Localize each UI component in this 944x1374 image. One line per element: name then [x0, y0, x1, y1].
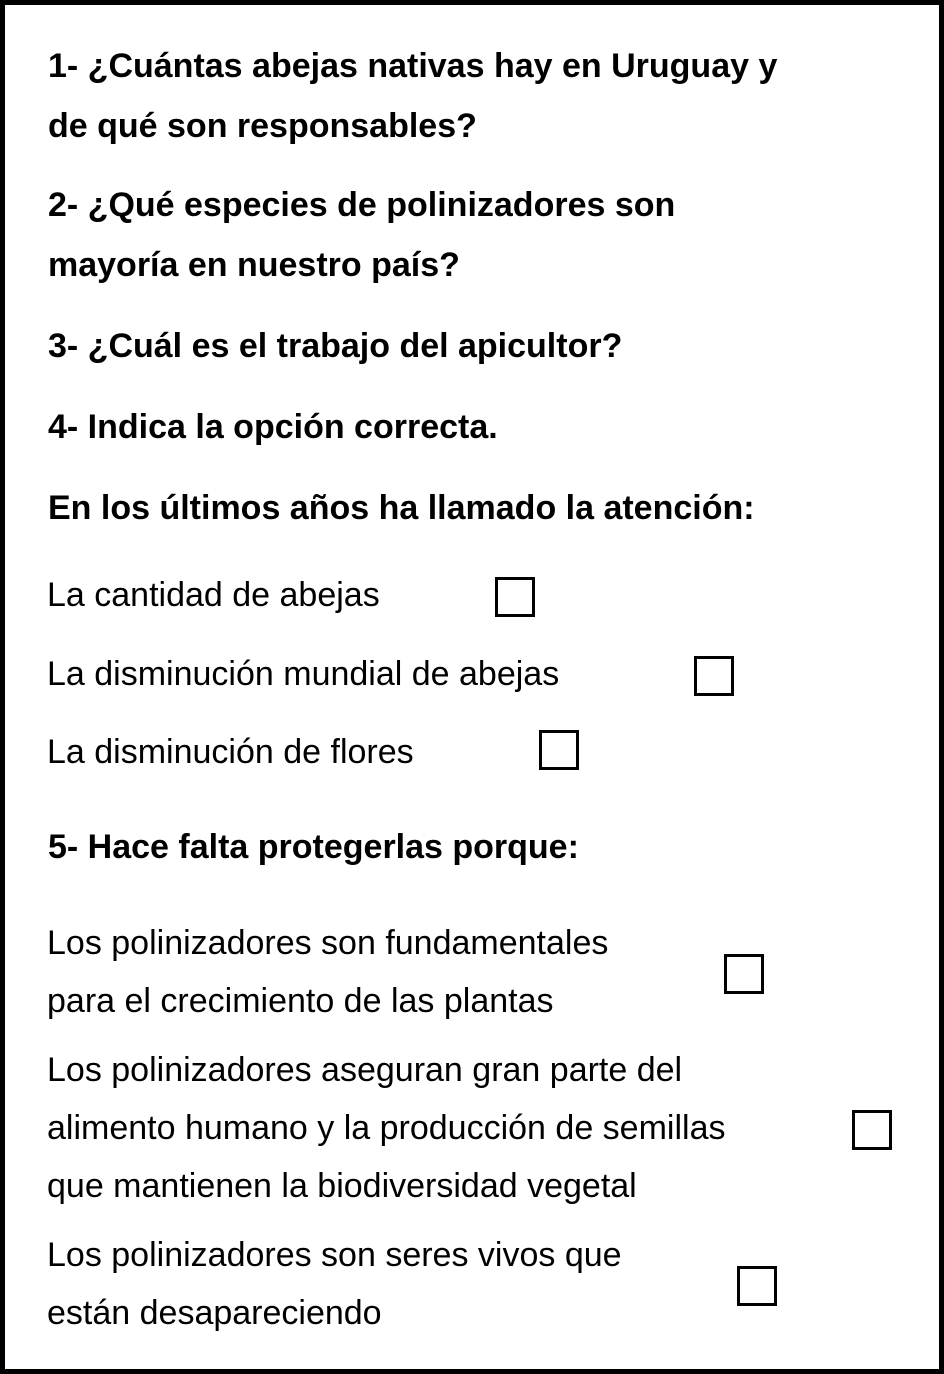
q5-option-2-checkbox[interactable]: [852, 1110, 892, 1150]
q4-option-1-checkbox[interactable]: [495, 577, 535, 617]
question-3: 3- ¿Cuál es el trabajo del apicultor?: [48, 327, 623, 365]
question-1-line-2: de qué son responsables?: [48, 107, 477, 145]
q5-option-3-line-1: Los polinizadores son seres vivos que: [47, 1236, 622, 1274]
q5-option-3-label: [47, 1226, 622, 1342]
q4-option-2-label: La disminución mundial de abejas: [47, 655, 560, 693]
q5-option-2-line-3: que mantienen la biodiversidad vegetal: [47, 1167, 637, 1205]
q5-option-1-line-2: para el crecimiento de las plantas: [47, 982, 554, 1020]
question-4: 4- Indica la opción correcta.: [48, 408, 498, 446]
q4-option-2-checkbox[interactable]: [694, 656, 734, 696]
q5-option-3-checkbox[interactable]: [737, 1266, 777, 1306]
question-2: [48, 175, 675, 295]
q5-option-3-line-2: están desapareciendo: [47, 1294, 382, 1332]
question-1: [48, 36, 777, 156]
question-4-prompt: En los últimos años ha llamado la atención:: [48, 489, 755, 527]
question-2-line-1: 2- ¿Qué especies de polinizadores son: [48, 186, 676, 224]
q5-option-2-line-1: Los polinizadores aseguran gran parte del: [47, 1051, 683, 1089]
q4-option-1-label: La cantidad de abejas: [47, 576, 380, 614]
question-2-line-2: mayoría en nuestro país?: [48, 246, 460, 284]
q5-option-1-label: [47, 914, 608, 1030]
question-5: 5- Hace falta protegerlas porque:: [48, 828, 579, 866]
q4-option-3-label: La disminución de flores: [47, 733, 414, 771]
q5-option-1-checkbox[interactable]: [724, 954, 764, 994]
question-1-line-1: 1- ¿Cuántas abejas nativas hay en Uruguay y: [48, 47, 778, 85]
q5-option-2-label: [47, 1041, 725, 1215]
q5-option-1-line-1: Los polinizadores son fundamentales: [47, 924, 609, 962]
q5-option-2-line-2: alimento humano y la producción de semillas: [47, 1109, 726, 1147]
q4-option-3-checkbox[interactable]: [539, 730, 579, 770]
